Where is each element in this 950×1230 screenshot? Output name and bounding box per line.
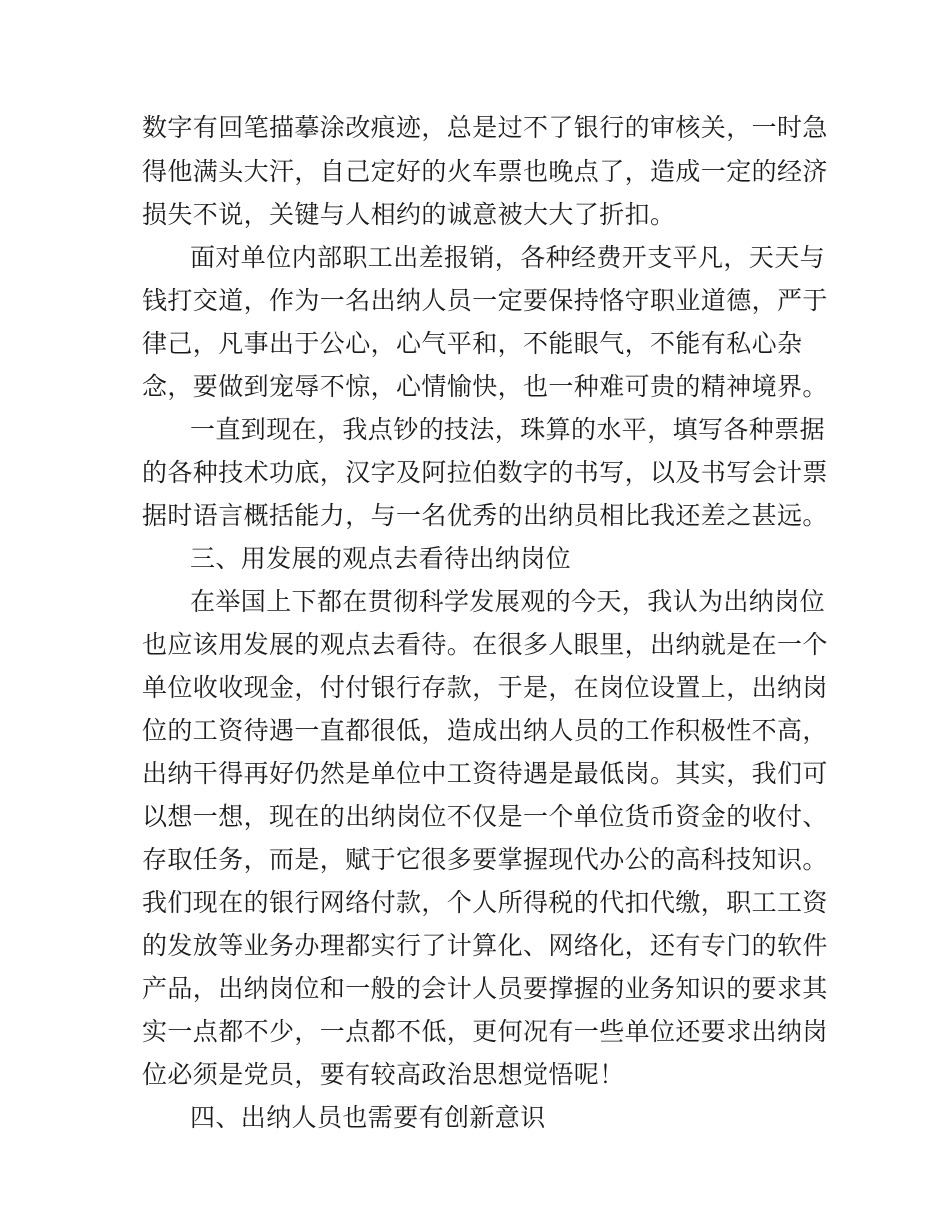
text-line: 实一点都不少，一点都不低，更何况有一些单位还要求出纳岗 bbox=[142, 1017, 828, 1046]
text-line: 我们现在的银行网络付款，个人所得税的代扣代缴，职工工资 bbox=[142, 888, 828, 917]
text-line: 以想一想，现在的出纳岗位不仅是一个单位货币资金的收付、 bbox=[142, 802, 828, 831]
text-line: 位必须是党员，要有较高政治思想觉悟呢！ bbox=[142, 1060, 625, 1089]
text-line: 损失不说，关键与人相约的诚意被大大了折扣。 bbox=[142, 200, 676, 229]
text-line: 律己，凡事出于公心，心气平和，不能眼气，不能有私心杂 bbox=[142, 329, 803, 358]
section-heading: 三、用发展的观点去看待出纳岗位 bbox=[190, 544, 572, 573]
text-line: 单位收收现金，付付银行存款，于是，在岗位设置上，出纳岗 bbox=[142, 673, 828, 702]
text-line: 产品，出纳岗位和一般的会计人员要撑握的业务知识的要求其 bbox=[142, 974, 828, 1003]
paragraph-start-line: 一直到现在，我点钞的技法，珠算的水平，填写各种票据 bbox=[190, 415, 826, 444]
text-line: 存取任务，而是，赋于它很多要掌握现代办公的高科技知识。 bbox=[142, 845, 828, 874]
text-line: 钱打交道，作为一名出纳人员一定要保持恪守职业道德，严于 bbox=[142, 286, 828, 315]
text-line: 出纳干得再好仍然是单位中工资待遇是最低岗。其实，我们可 bbox=[142, 759, 828, 788]
paragraph-start-line: 面对单位内部职工出差报销，各种经费开支平凡，天天与 bbox=[190, 243, 826, 272]
text-line: 得他满头大汗，自己定好的火车票也晚点了，造成一定的经济 bbox=[142, 157, 828, 186]
text-line: 念，要做到宠辱不惊，心情愉快，也一种难可贵的精神境界。 bbox=[142, 372, 828, 401]
text-line: 的发放等业务办理都实行了计算化、网络化，还有专门的软件 bbox=[142, 931, 828, 960]
text-line: 的各种技术功底，汉字及阿拉伯数字的书写，以及书写会计票 bbox=[142, 458, 828, 487]
text-line: 数字有回笔描摹涂改痕迹，总是过不了银行的审核关，一时急 bbox=[142, 113, 828, 142]
text-line: 也应该用发展的观点去看待。在很多人眼里，出纳就是在一个 bbox=[142, 630, 828, 659]
section-heading: 四、出纳人员也需要有创新意识 bbox=[190, 1103, 546, 1132]
text-line: 位的工资待遇一直都很低，造成出纳人员的工作积极性不高， bbox=[142, 716, 828, 745]
text-line: 据时语言概括能力，与一名优秀的出纳员相比我还差之甚远。 bbox=[142, 501, 828, 530]
paragraph-start-line: 在举国上下都在贯彻科学发展观的今天，我认为出纳岗位 bbox=[190, 587, 826, 616]
